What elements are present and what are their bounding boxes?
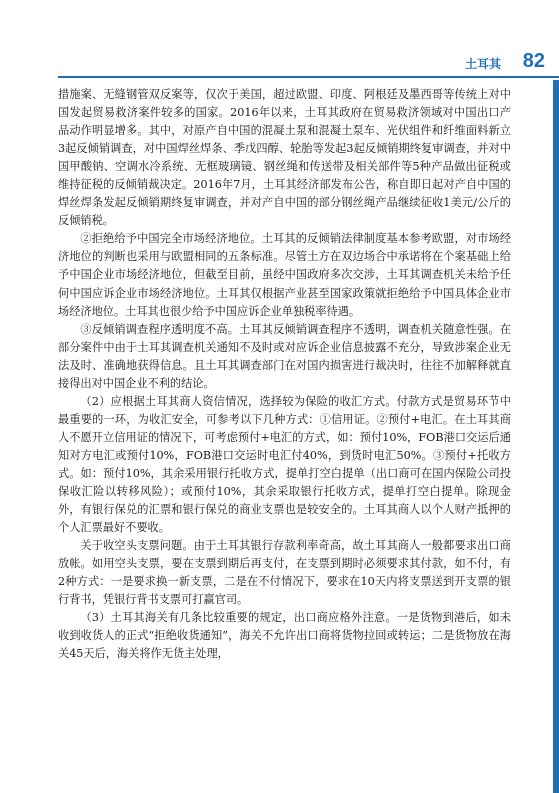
paragraph: （3）土耳其海关有几条比较重要的规定，出口商应格外注意。一是货物到港后，如未收到收货人的正式“拒绝收货通知”，海关不允许出口商将货物拉回或转运；二是货物放在海关45天后，海关将作无货主处理， <box>58 611 511 661</box>
section-title: 土耳其 <box>464 57 501 71</box>
page-header <box>0 50 559 80</box>
header-rule <box>58 76 559 78</box>
paragraph: ②拒绝给予中国完全市场经济地位。土耳其的反倾销法律制度基本参考欧盟，对市场经济地位的判断也采用与欧盟相同的五条标准。尽管土方在双边场合中承诺将在个案基础上给予中国企业市场经济地位，但截至目前，虽经中国政府多次交涉，土耳其调查机关未给予任何中国应诉企业市场经济地位。土耳其仅根据产业甚至国家政策就拒绝给予中国具体企业市场经济地位。土耳其也很少给予中国应诉企业单独税率待遇。 <box>58 232 511 318</box>
paragraph: ③反倾销调查程序透明度不高。土耳其反倾销调查程序不透明，调查机关随意性强。在部分案件中由于土耳其调查机关通知不及时或对应诉企业信息披露不充分，导致涉案企业无法及时、准确地获得信息。且土耳其调查部门在对国内损害进行裁决时，往往不加解释就直接得出对中国企业不利的结论。 <box>58 322 511 390</box>
body-text <box>58 86 511 664</box>
side-accent-bar <box>553 80 559 793</box>
paragraph: 关于收空头支票问题。由于土耳其银行存款利率奇高，故土耳其商人一般都要求出口商放帐。如用空头支票，要在支票到期后再支付，在支票到期时必须要求其付款，如不付，有2种方式：一是要求换一新支票，二是在不付情况下，要求在10天内将支票送到开支票的银行背书，凭银行背书支票可打赢官司。 <box>58 539 511 607</box>
page-number: 82 <box>522 50 545 72</box>
paragraph: （2）应根据土耳其商人资信情况，选择较为保险的收汇方式。付款方式是贸易环节中最重要的一环，为收汇安全，可参考以下几种方式：①信用证。②预付+电汇。在土耳其商人不愿开立信用证的情况下，可考虑预付+电汇的方式，如：预付10%，FOB港口交运后通知对方电汇或预付10%，FOB港口交运时电汇付40%，到货时电汇50%。③预付+托收方式。如：预付10%，其余采用银行托收方式，提单打空白提单（出口商可在国内保险公司投保收汇险以转移风险）；或预付10%，其余采取银行托收方式，提单打空白提单。除现金外，有银行保兑的汇票和银行保兑的商业支票也是较安全的。土耳其商人以个人财产抵押的个人汇票最好不要收。 <box>58 394 511 535</box>
paragraph: 措施案、无缝钢管双反案等，仅次于美国，超过欧盟、印度、阿根廷及墨西哥等传统上对中国发起贸易救济案件较多的国家。2016年以来，土耳其政府在贸易救济领域对中国出口产品动作明显增多。其中，对原产自中国的混凝土泵和混凝土泵车、光伏组件和纤维面料新立3起反倾销调查，对中国焊丝焊条、季戊四醇、轮胎等发起3起反倾销期终复审调查，并对中国甲酸钠、空调水冷系统、无框玻璃镜、钢丝绳和传送带及相关部件等5种产品做出征税或维持征税的反倾销裁决定。2016年7月，土耳其经济部发布公告，称自即日起对产自中国的焊丝焊条发起反倾销期终复审调查，并对产自中国的部分钢丝绳产品继续征收1美元/公斤的反倾销税。 <box>58 88 511 228</box>
